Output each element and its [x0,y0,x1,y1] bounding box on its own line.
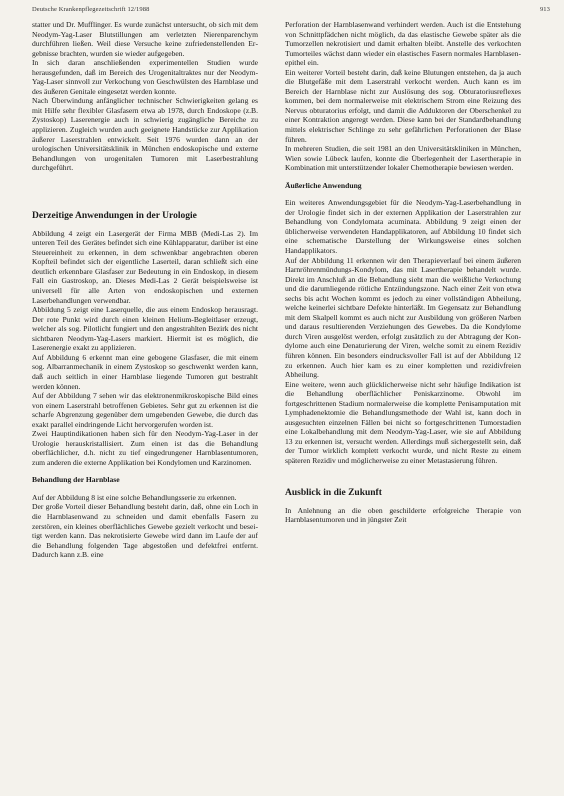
paragraph: Nach Überwindung anfänglicher technischer Schwierigkeiten gelang es mit Hilfe sehr flexibler Glasfasern etwa ab 1978, durch Endoskope (z.B. Zystoskop) Laserenergie auch in schwierig zugängliche Bereiche zu applizieren. Zugleich wurden auch geeignete Handstücke zur Applikation äußerer Laserstrahlen entwickelt. Seit 1976 wurden dann an der urologischen Universitätsklinik in München endoskopische und externe Behandlungen von urogenitalen Tumoren mit Laserbestrahlung durchgeführt. [32,96,258,173]
paragraph: Auf der Abbildung 7 sehen wir das elektronenmikroskopische Bild eines von einem Laserstrahl betroffenen Gebietes. Sehr gut zu erkennen ist die scharfe Abgrenzung gegenüber dem umgebenden Gewebe, die durch das exakt parallel eindringende Licht hervorgerufen worden ist. [32,391,258,429]
paragraph: Eine weitere, wenn auch glücklicherweise nicht sehr häufige Indikation ist die Behandlung oberflächlicher Peniskarzinome. Obwohl im fortgeschrittenen Stadium normalerweise die komplette Penisamputation mit Lymphadenektomie die Behandlungsmethode der Wahl ist, kann doch in ausgesuchten einzelnen Fällen bei nicht so fortgeschrittenen Tumorstadien eine Lokalbehandlung mit dem Neodym-Yag-Laser, wie sie auf Abbildung 13 zu erkennen ist, versucht werden. Allerdings muß sichergestellt sein, daß der Tumor wirklich komplett verkocht wurde, und nicht Reste zu einem späteren Rezidiv und möglicherweise zu einer Metastasierung führen. [285,379,521,466]
paragraph: Perforation der Harnblasenwand verhindert werden. Auch ist die Entstehung von Schnittpfädchen nicht möglich, da das elastische Gewebe später als die Tumorzellen nekrotisiert und damit erhalten bleibt. Anstelle des verkochten Tumorteiles wächst dann wieder ein elastisches Fasern normales Harnblasenepithel ein. [285,20,521,68]
paragraph: Ein weiteres Anwendungsgebiet für die Neodym-Yag-Laserbehandlung in der Urologie findet sich in der externen Applikation der Laserstrahlen zur Behandlung von Condylomata acuminata. Abbildung 9 zeigt einen der üblicherweise verwendeten Handapplikatoren, auf Abbildung 10 findet sich eine schematische Darstellung der Wirkungsweise eines solchen Handapplikators. [285,198,521,255]
paragraph: In mehreren Studien, die seit 1981 an den Universitätskliniken in München, Wien sowie Lübeck laufen, konnte die Überlegenheit der Lasertherapie in Kombination mit unterstützender lokaler Chemotherapie bewiesen werden. [285,144,521,173]
page-header [32,6,550,16]
paragraph: Abbildung 4 zeigt ein Lasergerät der Firma MBB (Medi-Las 2). Im unteren Teil des Gerätes befindet sich eine Kühlapparatur, darüber ist eine Steuereinheit zu erkennen, in dem schwenkbar angebrachten oberen Kopfteil befindet sich der eigentliche Laserteil, daran schließt sich eine deutlich erkennbare Glasfaser zur Bedeutung in ein Endoskop, in diesem Fall ein Gastroskop, an. Dieses Medi-Las 2 Gerät beispielsweise ist universell für alle Arten von endoskopischen und externen Laserbehandlungen verwendbar. [32,228,258,305]
journal-name: Deutsche Krankenpflegezeitschrift 12/1988 [32,6,150,13]
paragraph: In sich daran anschließenden experimentellen Studien wurde herausgefunden, daß im Bereich des Urogenitaltraktes nur der Neodym-Yag-Laser sinnvoll zur Verkochung von Geschwülsten des Harnblase und des äußeren Genitale eingesetzt werden konnte. [32,58,258,96]
paragraph: Auf der Abbildung 11 erkennen wir den Therapieverlauf bei einem äußeren Harnröhrenmündungs-Kondylom, das mit Lasertherapie behandelt wurde. Direkt im Anschluß an die Behandlung sieht man die weißliche Verkochung und die darumliegende rötliche Entzündungszone. Nach einer Zeit von etwa sechs bis acht Wochen kommt es jedoch zu einer vollständigen Abheilung, welche keinerlei sichtbare Defekte hinterläßt. Im Gegensatz zur Behandlung mit dem Skalpell kommt es auch nicht zur Ausbildung von größeren Narben und daraus resultierenden Verziehungen des Gewebes. Da die Kondylome durch Viren ausgelöst werden, erfolgt zusätzlich zu der Abtragung der Kondylome auch eine Denaturierung der Viren, welche somit zu einem Rezidiv führen können. Ein besonders eindrucksvoller Fall ist auf der Abbildung 12 zu erkennen. Auch hier kam es zu einer kompletten und rezidivfreien Abheilung. [285,255,521,380]
right-column [285,20,521,788]
paragraph: Auf der Abbildung 8 ist eine solche Behandlungsserie zu erkennen. [32,492,237,502]
section-heading: Derzeitige Anwendungen in der Urologie [32,210,197,221]
left-column [32,20,258,788]
paragraph: Abbildung 5 zeigt eine Laserquelle, die aus einem Endoskop herausragt. Der rote Punkt wird durch einen kleinen Helium-Begleitlaser erzeugt, welcher als sog. Pilotlicht fungiert und den angestrahlten Bezirk des nicht sichtbaren Neodym-Yag-Lasers markiert. Hiermit ist es möglich, die Laserenergie exakt zu applizieren. [32,305,258,353]
section-heading: Ausblick in die Zukunft [285,487,382,498]
paragraph: In Anlehnung an die oben geschilderte erfolgreiche Therapie von Harnblasentumoren und in jüngster Zeit [285,505,521,525]
paragraph: Auf Abbildung 6 erkennt man eine gebogene Glasfaser, die mit einem sog. Albarranmechanik in einem Zystoskop so geschwenkt werden kann, daß auch seitlich in einer Harnblase liegende Tumoren gut bestrahlt werden können. [32,352,258,391]
paragraph: Der große Vorteil dieser Behandlung besteht darin, daß, ohne ein Loch in die Harnblasenwand zu schneiden und damit ebenfalls Fasern zu zerstören, ein kleines oberflächliches Gewebe gezielt verkocht und beseitigt werden kann. Das nekrotisierte Gewebe wird dann im Laufe der auf die Behandlung folgenden Tage abgestoßen und defektfrei entfernt. Dadurch kann z.B. eine [32,502,258,560]
paragraph: Zwei Hauptindikationen haben sich für den Neodym-Yag-Laser in der Urologie herauskristallisiert. Zum einen ist das die Behandlung oberflächlicher, d.h. nicht zu tief eingedrungener Harnblasentumoren, zum anderen die externe Applikation bei Kondylomen und Karzinomen. [32,429,258,467]
subsection-heading: Behandlung der Harnblase [32,475,120,485]
subsection-heading: Äußerliche Anwendung [285,180,362,190]
page-number: 913 [539,6,550,13]
paragraph: statter und Dr. Mufflinger. Es wurde zunächst untersucht, ob sich mit dem Neodym-Yag-Laser Blutstillungen am verletzten Nierenparenchym durchführen ließen. Weil diese Versuche keine zufriedenstellenden Ergebnisse brachten, wurden sie wieder aufgegeben. [32,20,258,58]
paragraph: Ein weiterer Vorteil besteht darin, daß keine Blutungen entstehen, da ja auch die Blutgefäße mit dem Laserstrahl verkocht werden. Auch kann es im Bereich der Harnblase nicht zur Auslösung des sog. Obturatoriusreflexes kommen, bei dem normalerweise mit elektrischem Strom eine Reizung des Nervus obturatorius erfolgt, und damit die Adduktoren der Oberschenkel zu einer Kontraktion angeregt werden. Diese kann bei der Standardbehandlung mittels elektrischer Schlinge zu sehr gefährlichen Perforationen der Blase führen. [285,67,521,144]
